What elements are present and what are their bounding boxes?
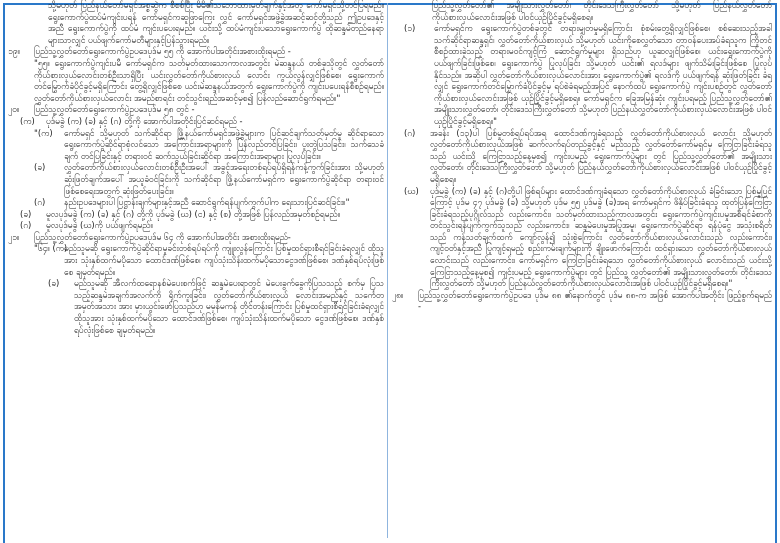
clause-block bbox=[8, 58, 384, 104]
clause-text: ပြည်သူ့လွှတ်တော်၏ အမျိုးသားလွှတ်တော်၊ တိုင်းဒေသကြီးလွှတ်တော် သို့မဟုတ် ပြည်နယ်လွှတ်တော်ကိုယ်စားလှယ်လောင်းအဖြစ် ပါဝင်ယှဉ်ပြိုင်ခွင့်မရှိစေရ။ bbox=[432, 0, 772, 22]
clause-text: "၅၅။ ရွေးကောက်ပွဲကျင်းပမီ ကော်မရှင်က သတ်မှတ်ထားသောကာလအတွင်း မဲဆန္ဒနယ် တစ်ခုသိုတွင် လွှတ်တော်ကိုယ်စားလှယ်လောင်းတစ်ဦးသာရှိပြီး ယင်းလွှတ်တော်ကိုယ်စားလှယ် လောင်း ကွယ်လွန်လျှင်ဖြစ်စေ၊ ရွေးကောက်တင်မြှောက်ခံပိုင်ခွင့်မရှိကြောင်း တွေ့ရှိလျှင်ဖြစ်စေ ယင်းမဲဆန္ဒနယ်အတွက် ရွေးကောက်ပွဲကို ကျင်းပပေးရန်စီစဉ်ရမည်။ လွှတ်တော်ကိုယ်စားလှယ်လောင်း အမည်စာရင်း တင်သွင်းရည်အဆင့်မှစ၍ ပြန်လည်ဆောင်ရွက်ရမည်။" bbox=[34, 57, 384, 103]
clause-block bbox=[8, 104, 384, 116]
clause-text: ပြည်သူ့လွှတ်တော်ရွေးကောက်ပွဲဥပဒေ ပုဒ်မ ၈၈ ၏နောက်တွင် ပုဒ်မ ၈၈-က အဖြစ် အောက်ပါအတိုင်း ဖြည့်စွက်ရမည် - bbox=[418, 289, 772, 312]
column-divider bbox=[387, 3, 388, 538]
clause-text: မည်သူမဆို အီလက်ထရောနစ်မဲပေးစက်ဖြင့် ဆန္ဒမဲပေးရာတွင် မဲပေးခွက်ခွေကိုပြသသည့် စက်မှ ပြသသည့်ဆန္ဒမဲအချက်အလက်ကို ရိုက်ကူးခြင်း၊ လွှတ်တော်ကိုယ်စားလှယ် လောင်းအမည်နှင့် သင်္ကေတအမှတ်အသား အား မှားယွင်းဖော်ပြသည်ဟု မမှန်မကန် တိုင်တန်းကြောင်း ပြစ်မှုထင်ရှားစီရင်ခြင်းခံရလျှင် ထိုသူအား သုံးနှစ်ထက်မပိုသော ထောင်ဒဏ်ဖြစ်စေ၊ ကျပ်သုံးသိန်းထက်မပိုသော ငွေဒဏ်ဖြစ်စေ၊ ဒဏ်နှစ်ရပ်လုံးဖြစ်စေ ချမှတ်ရမည်။ bbox=[74, 278, 384, 335]
clause-block bbox=[392, 128, 772, 186]
clause-text: ပုဒ်မခွဲ (က) (ခ) နှင့် (ဂ)တို့ပါ ဖြစ်ရပ်များ ထောင်ဒဏ်ကျခံရသော လွှတ်တော်ကိုယ်စားလှယ် ခံခြင်းသော ပြစ်မှုပြင် ကြောင့် ပုဒ်မ ၄၇ ပုဒ်မခွဲ (ခ) သို့မဟုတ် ပုဒ်မ ၅၅ ပုဒ်မခွဲ (ခ)အရ ကော်မရှင်က ဖိနှိပ်ခြင်းခံရသူ ထုတ်ပြန်ကြေငြာခြင်းခံရသည့်ပုဂ္ဂိုလ်သည် လည်းကောင်း၊ သတ်မှတ်ထားသည့်ကာလအတွင်း ရွေးကောက်ပွဲကျင်းပမှုအစီရင်ခံစာကို တင်သွင်းရန်ပျက်ကွက်သူသည် လည်းကောင်း၊ ဆန္ဒမဲပေးမှုအပြုအမူ၊ ရွေးကောက်ပွဲဆိုင်ရာ ရန်ပုံငွေ အသုံးစရိတ်သည် ကန့်သတ်ချက်ထက် ကျော်လွန်၍ သုံးစွဲကြောင်း လွှတ်တော်ကိုယ်စားလှယ်လောင်းသည် လည်းကောင်း၊ ကျင့်ဝတ်နှင့်အညီ ပြုကျင့်ရမည့် စည်းကမ်းချက်များကို ချိုးဖောက်ကြောင်း ထင်ရှားသော လွှတ်တော်ကိုယ်စားလှယ်လောင်းသည် လည်းကောင်း၊ ကော်မရှင်က ကြေငြာခြင်းခံရသော လွှတ်တော်ကိုယ်စားလှယ် လောင်းသည် ယင်းသို့ ကြေငြာသည့်နေ့မှစ၍ ကျင်းပမည့် ရွေးကောက်ပွဲများ တွင် ပြည်သူ့ လွှတ်တော်၏ အမျိုးသားလွှတ်တော်၊ တိုင်းဒေသကြီးလွှတ်တော် သို့မဟုတ် ပြည်နယ်လွှတ်တော်ကိုယ်စားလှယ်လောင်းအဖြစ် ပါဝင်ယှဉ်ပြိုင်ခွင့်မရှိစေရ။" bbox=[430, 185, 772, 289]
clause-number: (၁) bbox=[404, 23, 416, 34]
clause-number: "(က) bbox=[34, 127, 53, 138]
clause-text: ကော်မရှင် သို့မဟုတ် သက်ဆိုင်ရာ ဖြို့နယ်ကော်မရှင်အဖွဲ့ခွဲများက ပြင်ဆင်ချက်သတ်မှတ်မှု ဆိုင်ရာသော ရွေးကောက်ပွဲဆိုင်ရာစုံလင်သော အကြောင်းအရာများကို ပြန်လည်တင်ပြခြင်း၊ ပူးတွဲပြသခြင်း၊ သက်သေခံချက် တင်ပြခြင်းနှင့် တရားဝင် ဆက်သွယ်ခြင်းဆိုင်ရာ အကြောင်းအရာများ ပြုလုပ်ခြင်း။ bbox=[64, 127, 384, 161]
clause-block bbox=[8, 209, 384, 221]
clause-block bbox=[8, 197, 384, 209]
clause-text: ပုဒ်မခွဲ (က) (ခ) နှင့် (ဂ) တို့ကို အောက်ပါအတိုင်းပြင်ဆင်ရမည် - bbox=[46, 115, 243, 126]
clause-text: အခန်း (၁၃)ပါ ပြစ်မှုတစ်ရပ်ရပ်အရ ထောင်ဒဏ်ကျခံရသည့် လွှတ်တော်ကိုယ်စားလှယ် လောင်း သို့မဟုတ် လွှတ်တော်ကိုယ်စားလှယ်အဖြစ် ဆက်လက်ရပ်တည်ခွင့်နှင့် မည်သည့် လွှတ်တော်ကော်မရှင်မှ ကြေငြာခြင်းခံရသူသည် ယင်းသို့ ကြေငြာသည့်နေ့မှစ၍ ကျင်းပမည့် ရွေးကောက်ပွဲများ တွင် ပြည်သူ့လွှတ်တော်၏ အမျိုးသားလွှတ်တော်၊ တိုင်းဒေသကြီးလွှတ်တော် သို့မဟုတ် ပြည်နယ်လွှတ်တော်ကိုယ်စားလှယ်လောင်းအဖြစ် ပါဝင်ယှဉ်ပြိုင်ခွင့်မရှိစေရ။ bbox=[430, 127, 772, 184]
clause-text: ကော်မရှင်က ရွေးကောက်ပွဲတစ်ခုတွင် တရားမျှတမှုမရှိကြောင်း စုံစမ်းတွေ့ရှိလျှင်ဖြစ်စေ၊ စစ်ဆေးသည့်အခါ သက်ဆိုင်ရာဆန္ဒရှင်၊ လွှတ်တော်ကိုယ်စားလှယ် သို့မဟုတ် ယင်းကိုစေလွှတ်သော တာဝန်ပေးအပ်ခံရသူက ကြိုတင်စီစဉ်ထားခဲ့သည့် တရားမဝင်ကျင့်ကြံ ဆောင်ရွက်မှုများ ရှိသည်ဟု ယူဆလျှင်ဖြစ်စေ၊ ယင်းရွေးကောက်ပွဲကို ပယ်ဖျက်ခြင်းဖြစ်စေ၊ ရွေးကောက်ပွဲ ပြုလုပ်ခြင်း သို့မဟုတ် ယင်း၏ ရလဒ်များ ဖျက်သိမ်းခြင်းဖြစ်စေ ပြုလုပ်နိုင်သည်။ အဆိုပါ လွှတ်တော်ကိုယ်စားလှယ်လောင်းအား ရွေးကောက်ပွဲ၏ ရလဒ်ကို ပယ်ဖျက်ရန် ဆုံးဖြတ်ခြင်း ခံရလျှင် ရွေးကောက်တင်မြှောက်ခံပိုင်ခွင့်မှ ရပ်စဲခံရမည့်အပြင် နောက်ထပ် ရွေးကောက်ပွဲ ကျင်းပစဉ်တွင် လွှတ်တော်ကိုယ်စားလှယ်လောင်းအဖြစ် ယှဉ်ပြိုင်ခွင့်မရှိစေရ။ ကော်မရှင်က ခြေအမြန်ဆုံး ကျင်းပရမည့် ပြည်သူ့လွှတ်တော်၏ အမျိုးသားလွှတ်တော်၊ တိုင်းဒေသကြီးလွှတ်တော် သို့မဟုတ် ပြည်နယ်လွှတ်တော်ကိုယ်စားလှယ်လောင်းအဖြစ် ပါဝင်ယှဉ်ပြိုင်ခွင့်မရှိစေရ။" bbox=[434, 23, 772, 126]
clause-text: ပြည်သူ့လွှတ်တော်ရွေးကောက်ပွဲဥပဒေပုဒ်မ ၆၄ ကို အောက်ပါအတိုင်း အစားထိုးရမည်- bbox=[34, 231, 291, 242]
clause-number: (ဃ) bbox=[404, 185, 419, 196]
clause-number: (ခ) bbox=[34, 162, 46, 173]
clause-number: (ဂ) bbox=[34, 197, 46, 208]
clause-number: ၂၁။ bbox=[8, 231, 20, 242]
clause-block bbox=[8, 46, 384, 58]
clause-number: ၁၉။ bbox=[8, 46, 20, 57]
clause-block bbox=[392, 186, 772, 290]
clause-block bbox=[8, 232, 384, 244]
clause-number: (က) bbox=[20, 115, 35, 126]
clause-block bbox=[392, 290, 772, 313]
right-column bbox=[392, 0, 772, 535]
clause-block bbox=[8, 0, 384, 46]
clause-text: မည်သူမဆို ရွေးကောက်ပွဲဆိုင်ရာမှုခင်းတစ်ရပ်ရပ်ကို ကျူးလွန်ကြောင်း ပြစ်မှုထင်ရှားစီရင်ခြင်းခံရလျှင် ထိုသူအား သုံးနှစ်ထက်မပိုသော ထောင်ဒဏ်ဖြစ်စေ၊ ကျပ်သုံးသိန်းထက်မပိုသောငွေဒဏ်ဖြစ်စေ၊ ဒဏ်နှစ်ရပ်လုံးဖြစ်စေ ချမှတ်ရမည်။ bbox=[64, 243, 384, 277]
clause-block bbox=[8, 162, 384, 197]
clause-text: မူလပုဒ်မခွဲ (က) (ခ) နှင့် (ဂ) တို့ကို ပုဒ်မခွဲ (ဃ) (င) နှင့် (စ) တို့အဖြစ် ပြန်လည်အမှတ်စဉ်ရမည်။ bbox=[46, 208, 341, 219]
left-column bbox=[8, 0, 384, 535]
clause-text: နည်းဥပဒေများပါ ပြဋ္ဌာန်းချက်များနှင့်အညီ ဆောင်ရွက်ရန်ပျက်ကွက်ပါက ရေးသားပြင်ဆင်ခြင်း။" bbox=[64, 197, 350, 208]
clause-number: "၆၄။ (က) bbox=[34, 243, 68, 254]
clause-number: ၂၈။ bbox=[392, 289, 404, 300]
clause-number: (ခ) bbox=[48, 278, 60, 289]
clause-number: (ဂ) bbox=[20, 220, 32, 231]
clause-text: ပြည်သူ့လွှတ်တော်ရွေးကောက်ပွဲဥပဒေပုဒ်မ ၅၅ ကို အောက်ပါအတိုင်းအစားထိုးရမည် - bbox=[34, 46, 291, 57]
clause-block bbox=[392, 23, 772, 127]
clause-block bbox=[8, 116, 384, 128]
clause-number: (ဂ) bbox=[404, 127, 416, 138]
clause-text: မူလပုဒ်မခွဲ (ဃ)ကို ပယ်ဖျက်ရမည်။ bbox=[46, 220, 153, 231]
clause-text: ပြည်သူ့လွှတ်တော်ရွေးကောက်ပွဲဥပဒေပုဒ်မ ၅၈ တွင် - bbox=[34, 104, 195, 115]
clause-block bbox=[8, 278, 384, 336]
clause-block bbox=[392, 0, 772, 23]
clause-block bbox=[8, 243, 384, 278]
clause-number: (ခ) bbox=[20, 208, 32, 219]
clause-block bbox=[8, 220, 384, 232]
clause-text: လွှတ်တော်ကိုယ်စားလှယ်လောင်းတစ်ဦးဦးအပေါ် အခွင့်အရေးတစ်ရပ်ရပ်ရှိရန်ကန့်ကွက်ခြင်းအား သို့မဟုတ် ဆုံးဖြတ်ချက်အပေါ် အယူခံဝင်ခြင်းကို သက်ဆိုင်ရာ ဖြို့နယ်ကော်မရှင်က ရွေးကောက်ပွဲဆိုင်ရာ တရားဝင်ဖြစ်စေရေးအတွက် ဆုံးဖြတ်ပေးခြင်း။ bbox=[64, 162, 384, 196]
clause-number: ၂၀။ bbox=[8, 104, 20, 115]
clause-text: သို့မဟုတ် ပြည်နယ်တော်မရှင်အစ္စဆွဲက စီစစ်ပြီး မိမိ၏သဘောထားမှတ်ချက်နှင့်အတူ ကော်မရှင်သို့တင်ပြရမည်။ ရွေးကောက်ပွဲထပ်မံကျင်းပရန် ကော်မရှင်ကဆူဖြာကြေး လွှင် ကော်မရှင်အဖွဲ့ခွဲအဆင့်ဆင့်တို့သည် ဤဥပဒေနှင့်အညီ ရွေးကောက်ပွဲကို ထပ်မံ ကျင်းပပေးရမည်။ ယင်းသို့ ထပ်မံကျင်းပသောရွေးကောက်ပွဲ ထိုဆန္ဒမဲတည်နေရာ များသာလျှင် ပယ်ဖျက်ကော်မတီများနှင့်ပြန်သွားရမည်။ bbox=[48, 0, 384, 45]
clause-block bbox=[8, 128, 384, 163]
